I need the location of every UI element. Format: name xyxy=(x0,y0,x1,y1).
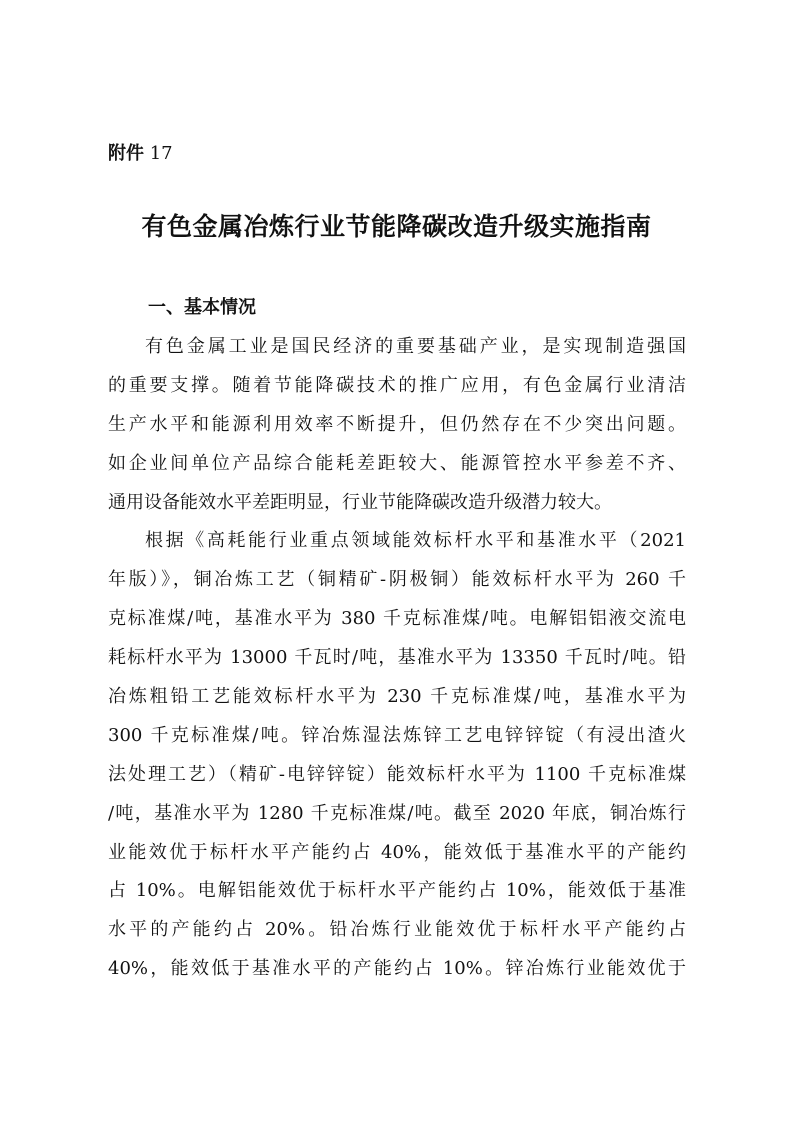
paragraph-line: 耗标杆水平为 13000 千瓦时/吨，基准水平为 13350 千瓦时/吨。铅 xyxy=(108,647,686,669)
paragraph-line: 冶炼粗铅工艺能效标杆水平为 230 千克标准煤/吨，基准水平为 xyxy=(108,686,686,708)
paragraph-line: 300 千克标准煤/吨。锌冶炼湿法炼锌工艺电锌锌锭（有浸出渣火 xyxy=(108,724,686,746)
paragraph-line: 如企业间单位产品综合能耗差距较大、能源管控水平参差不齐、 xyxy=(108,452,686,474)
attachment-label xyxy=(108,140,173,168)
attachment-number: 17 xyxy=(149,143,173,164)
document-title: 有色金属冶炼行业节能降碳改造升级实施指南 xyxy=(141,212,652,241)
paragraph-line: 根据《高耗能行业重点领域能效标杆水平和基准水平（2021 xyxy=(145,530,686,552)
paragraph-line: 水平的产能约占 20%。铅冶炼行业能效优于标杆水平产能约占 xyxy=(108,919,686,941)
paragraph-line: 占 10%。电解铝能效优于标杆水平产能约占 10%，能效低于基准 xyxy=(108,880,686,902)
paragraph-line: 的重要支撑。随着节能降碳技术的推广应用，有色金属行业清洁 xyxy=(108,374,686,396)
paragraph-line: 克标准煤/吨，基准水平为 380 千克标准煤/吨。电解铝铝液交流电 xyxy=(108,608,686,630)
paragraph-line: 年版）》，铜冶炼工艺（铜精矿-阴极铜）能效标杆水平为 260 千 xyxy=(108,569,686,591)
paragraph-line: 有色金属工业是国民经济的重要基础产业，是实现制造强国 xyxy=(145,336,686,357)
paragraph-line: 生产水平和能源利用效率不断提升，但仍然存在不少突出问题。 xyxy=(108,413,686,435)
paragraph-line: 法处理工艺）（精矿-电锌锌锭）能效标杆水平为 1100 千克标准煤 xyxy=(108,763,686,785)
paragraph-line: 40%，能效低于基准水平的产能约占 10%。锌冶炼行业能效优于 xyxy=(108,958,686,980)
paragraph-line: /吨，基准水平为 1280 千克标准煤/吨。截至 2020 年底，铜冶炼行 xyxy=(108,802,686,824)
section-heading: 一、基本情况 xyxy=(148,297,256,318)
attachment-label-text: 附件 xyxy=(108,143,144,164)
paragraph-line: 通用设备能效水平差距明显，行业节能降碳改造升级潜力较大。 xyxy=(108,491,612,513)
section-body xyxy=(108,328,686,989)
paragraph-line: 业能效优于标杆水平产能约占 40%，能效低于基准水平的产能约 xyxy=(108,841,686,863)
